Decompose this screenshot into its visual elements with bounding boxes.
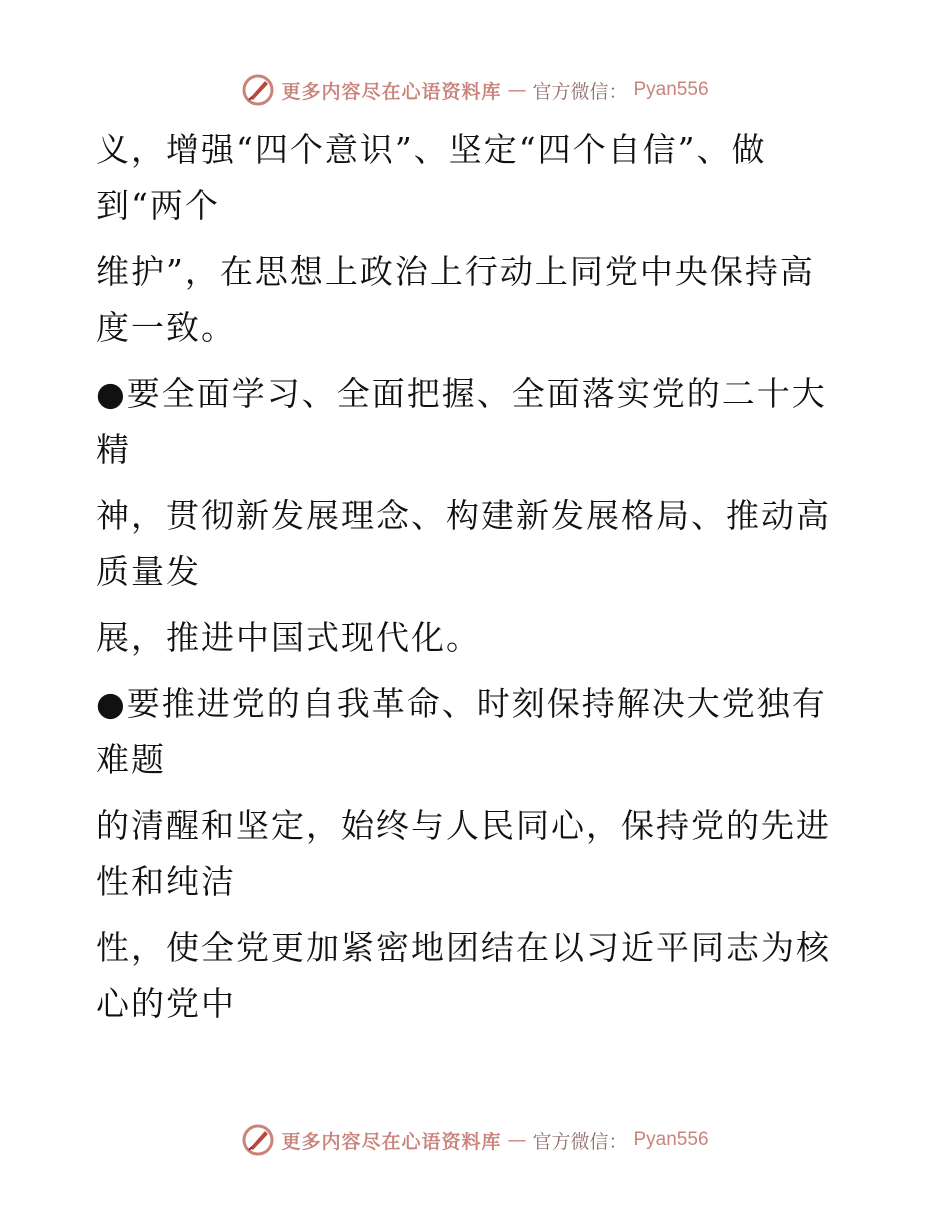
body-line: 神，贯彻新发展理念、构建新发展格局、推动高	[96, 496, 831, 535]
body-line: 到“两个	[96, 186, 220, 225]
watermark-contact-id: Pyan556	[633, 79, 709, 100]
bullet-line: ●要全面学习、全面把握、全面落实党的二十大	[96, 374, 827, 413]
footer-watermark	[0, 1120, 950, 1160]
watermark-contact-label: 官方微信：	[532, 80, 628, 103]
watermark-brand-text: 更多内容尽在心语资料库	[281, 1130, 502, 1153]
watermark-brand-text: 更多内容尽在心语资料库	[281, 80, 502, 103]
body-line: 性和纯洁	[96, 862, 236, 901]
header-watermark	[0, 70, 950, 110]
body-line: 心的党中	[96, 984, 236, 1023]
body-line: 精	[96, 430, 131, 469]
body-line: 维护”，在思想上政治上行动上同党中央保持高	[96, 252, 815, 291]
body-line: 难题	[96, 740, 166, 779]
bullet-line: ●要推进党的自我革命、时刻保持解决大党独有	[96, 684, 827, 723]
watermark-dash: —	[507, 79, 527, 101]
watermark-dash: —	[507, 1129, 527, 1151]
body-line: 性，使全党更加紧密地团结在以习近平同志为核	[96, 928, 831, 967]
quill-logo-icon	[241, 1123, 275, 1157]
watermark-contact-id: Pyan556	[633, 1129, 709, 1150]
body-line: 展，推进中国式现代化。	[96, 618, 481, 657]
watermark-contact-label: 官方微信：	[532, 1130, 628, 1153]
body-line: 义，增强“四个意识”、坚定“四个自信”、做	[96, 130, 767, 169]
body-line: 质量发	[96, 552, 201, 591]
document-body	[96, 122, 836, 1032]
body-line: 的清醒和坚定，始终与人民同心，保持党的先进	[96, 806, 831, 845]
quill-logo-icon	[241, 73, 275, 107]
body-line: 度一致。	[96, 308, 236, 347]
